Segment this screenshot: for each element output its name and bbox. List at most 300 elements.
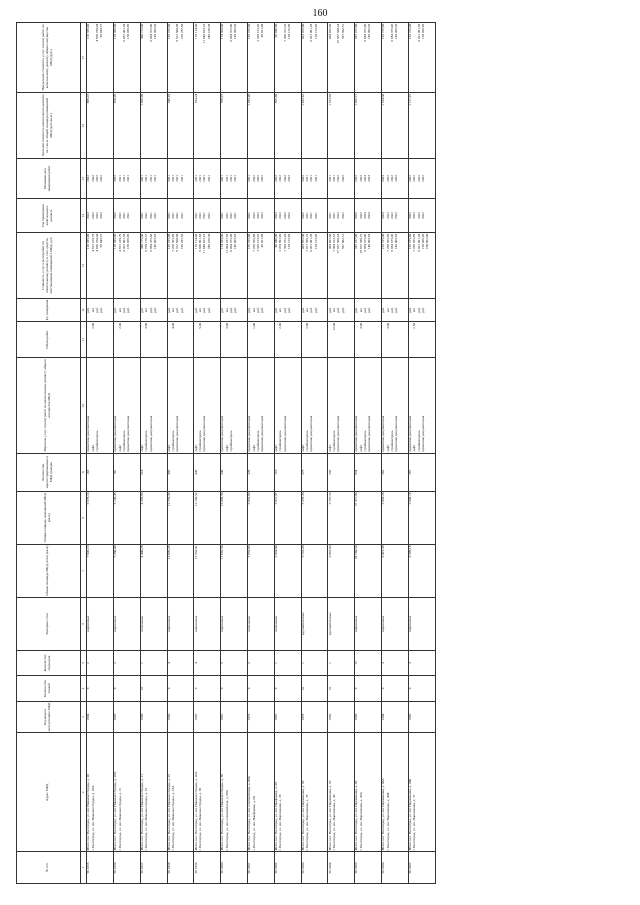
limit-value: 149 465,63 [152, 23, 157, 40]
limit-cell [381, 23, 408, 93]
units-cell [87, 298, 114, 321]
work-item: стройконтроль [95, 430, 100, 452]
cost-cell [408, 233, 435, 299]
floors: 9 [355, 676, 382, 701]
units-cell [408, 298, 435, 321]
repair-year-cell [140, 199, 167, 233]
floors: 9 [381, 676, 408, 701]
limit-cell [355, 23, 382, 93]
residents: 267 [408, 453, 435, 491]
plan-date: 2022 [95, 175, 100, 182]
repair-year: 2021 [175, 212, 180, 219]
unit-item: шт. [412, 307, 417, 313]
year-built: 1967 [274, 701, 301, 733]
volume-value [261, 323, 265, 356]
volume-value [288, 323, 292, 356]
limit-value: 6 451 491,38 [309, 23, 314, 42]
works-cell [408, 358, 435, 453]
plan-date: 2021 [206, 175, 211, 182]
unit-cost-cell: 1 285,48 [247, 93, 274, 159]
address-cell [87, 733, 114, 852]
work-item [288, 359, 292, 452]
entrances: 1 [301, 650, 328, 675]
volume-cell [274, 322, 301, 358]
work-item: проектная документация [202, 415, 207, 452]
limit-value: 6 984 375,06 [148, 23, 153, 42]
column-header: Год ввода в эксплуатацию МКД [17, 701, 81, 733]
address-cell [301, 733, 328, 852]
limit-value: 135 725,00 [166, 23, 171, 40]
cost-value: 7 269 565,69 [171, 233, 176, 252]
cost-value: 7 269 565,69 [412, 233, 417, 252]
unit-item: руб. [367, 307, 372, 313]
wall-material: кирпичные [87, 597, 114, 650]
limit-cell [247, 23, 274, 93]
area-total: 4 446,28 [140, 544, 167, 597]
unit-cost-cell: 1 171,91 [408, 93, 435, 159]
unit-item: руб. [99, 307, 104, 313]
address-line: Итого по г. Волгоград, ул. им. Пархоменко, д. 29 [300, 780, 305, 851]
cost-value: 180 862,00 [425, 233, 430, 250]
unit-item: руб. [229, 307, 234, 313]
volume-value: 5,00 [197, 322, 202, 329]
cost-value: 11 640 625,10 [202, 233, 207, 254]
residents: 229 [247, 453, 274, 491]
volume-value: 2,00 [90, 322, 95, 329]
unit-item: руб. [300, 307, 305, 313]
unit-item: шт. [144, 307, 149, 313]
repair-year: 2022 [260, 212, 265, 219]
table-row [194, 23, 221, 884]
column-header: Материал стен [17, 597, 81, 650]
unit-item: руб. [95, 307, 100, 313]
cost-cell [167, 233, 194, 299]
table-row [140, 23, 167, 884]
unit-item: руб. [233, 307, 238, 313]
plan-date: 2021 [233, 175, 238, 182]
unit-item: руб. [152, 307, 157, 313]
unit-item: руб. [193, 307, 198, 313]
plan-date: 2022 [358, 175, 363, 182]
table-row [167, 23, 194, 884]
unit-item: шт. [331, 307, 336, 313]
plan-date: 2022 [389, 175, 394, 182]
column-header: Стоимость услуг и (или) работ по капитальному ремонту в счет средств собственников помещений в МКД, руб. [17, 233, 81, 299]
work-item: стройконтроль [416, 430, 421, 452]
row-number: 56.1062. [274, 852, 301, 884]
row-number: 56.1063. [301, 852, 328, 884]
row-number: 56.1061. [247, 852, 274, 884]
address-cell [194, 733, 221, 852]
column-number: 16 [80, 93, 87, 159]
limit-value: 11 640 625,10 [202, 23, 207, 44]
works-cell [113, 358, 140, 453]
table-row [87, 23, 114, 884]
unit-item: руб. [260, 307, 265, 313]
column-header: Общая площадь помещений МКД (кв.м) [17, 491, 81, 544]
residents: 218 [140, 453, 167, 491]
limit-value: 158 155,99 [313, 23, 318, 40]
column-number: 10 [80, 358, 87, 453]
address-line: Итого по г. Волгоград, ул. им. Николая Отрады, д. 25 [166, 774, 171, 851]
plan-date: 2022 [282, 175, 287, 182]
works-cell [274, 358, 301, 453]
floors: 9 [408, 676, 435, 701]
address-line: г. Волгоград, ул. им. Пархоменко, д. 43А [358, 792, 363, 851]
plan-date: 2021 [202, 175, 207, 182]
limit-value: 135 725,00 [381, 23, 386, 40]
limit-value: 199 287,50 [179, 23, 184, 40]
unit-item: руб. [389, 307, 394, 313]
row-number: 56.1060. [221, 852, 248, 884]
area-rooms: 2 621,07 [274, 491, 301, 544]
table-row [113, 23, 140, 884]
limit-cell [328, 23, 355, 93]
volume-value [154, 323, 158, 356]
cost-value: 6 984 375,06 [363, 233, 368, 252]
table-row [355, 23, 382, 884]
unit-cost-cell: 1 425,81 [301, 93, 328, 159]
unit-item: руб. [416, 307, 421, 313]
volume-value: 2,00 [278, 322, 283, 329]
column-header: № п/п [17, 852, 81, 884]
cost-value: 174 503,00 [220, 233, 225, 250]
cost-value: 4 872 228,79 [117, 233, 122, 252]
limit-cell [221, 23, 248, 93]
residents: 543 [221, 453, 248, 491]
volume-value [208, 323, 212, 356]
plan-date: 2022 [113, 175, 118, 182]
cost-value: 149 465,63 [394, 233, 399, 250]
work-item: проектная документация [148, 415, 153, 452]
address-line: г. Волгоград, ул. им. Пархоменко, д. 35 [305, 794, 310, 851]
column-header: Адрес МКД [17, 733, 81, 852]
cost-value: 337 227,00 [354, 233, 359, 250]
unit-cost-cell: 1 164,30 [381, 93, 408, 159]
plan-date: 2022 [420, 175, 425, 182]
limit-value: 9 312 500,08 [175, 23, 180, 42]
plan-date: 2021 [148, 175, 153, 182]
unit-item: руб. [282, 307, 287, 313]
address-cell [113, 733, 140, 852]
unit-item: шт. [90, 307, 95, 313]
area-rooms: 5 993,28 [381, 491, 408, 544]
repair-year: 2022 [358, 212, 363, 219]
repair-year: 2022 [282, 212, 287, 219]
cost-value: 4 656 250,04 [95, 233, 100, 252]
entrances: 4 [167, 650, 194, 675]
address-cell [140, 733, 167, 852]
cost-value: 116 335,00 [86, 233, 91, 249]
cost-cell [274, 233, 301, 299]
work-item: стройконтроль [331, 430, 336, 452]
repair-year-cell [355, 199, 382, 233]
plan-date-cell [140, 158, 167, 198]
area-rooms: 4 265,93 [140, 491, 167, 544]
area-rooms: 5 130,45 [113, 491, 140, 544]
address-line: Итого по г. Волгоград, ул. им. Пархоменко, д. 43 [354, 780, 359, 851]
work-item: лифт [193, 444, 198, 452]
plan-date: 2023 [367, 175, 372, 182]
cost-value: 9 312 500,08 [175, 233, 180, 252]
limit-value: 49 821,88 [260, 23, 265, 38]
repair-year: 2023 [367, 212, 372, 219]
unit-item: шт. [171, 307, 176, 313]
area-rooms: 5 655,60 [247, 491, 274, 544]
plan-date: 2021 [309, 175, 314, 182]
limit-cell [87, 23, 114, 93]
work-item: проектная документация [420, 415, 425, 452]
area-rooms: 6 578,10 [87, 491, 114, 544]
wall-material: кирпичные [167, 597, 194, 650]
residents: 80 [113, 453, 140, 491]
unit-item: шт. [358, 307, 363, 313]
cost-value: 135 725,00 [408, 233, 413, 250]
cost-value: 155 114,00 [193, 233, 198, 249]
address-cell [408, 733, 435, 852]
cost-cell [194, 233, 221, 299]
wall-material: кирпичные [221, 597, 248, 650]
area-rooms: 5 797,70 [328, 491, 355, 544]
column-number: 7 [80, 544, 87, 597]
volume-value [127, 323, 131, 356]
repair-year: 2022 [394, 212, 399, 219]
area-total: 6 415,38 [381, 544, 408, 597]
cost-value: 28 872 589,75 [358, 233, 363, 254]
unit-item: шт. [224, 307, 229, 313]
unit-item: шт. [251, 307, 256, 313]
limit-cell [301, 23, 328, 93]
limit-value: 423 072,00 [300, 23, 305, 40]
unit-item: руб. [86, 307, 91, 313]
residents: 110 [274, 453, 301, 491]
limit-value: 6 457 401,58 [121, 23, 126, 42]
year-built: 1982 [167, 701, 194, 733]
units-cell [247, 298, 274, 321]
limit-cell [274, 23, 301, 93]
repair-year: 2022 [412, 212, 417, 219]
cost-value: 6 451 491,38 [416, 233, 421, 252]
volume-cell [301, 322, 328, 358]
volume-value: 3,00 [144, 322, 149, 329]
work-item: стройконтроль [305, 430, 310, 452]
work-item: проектная документация [126, 415, 131, 452]
address-line: Итого по г. Волгоград, ул. им. Николая Отрады, д. 21 [140, 774, 145, 851]
limit-value: 116 335,00 [86, 23, 91, 39]
year-built: 1979 [301, 701, 328, 733]
unit-item: руб. [206, 307, 211, 313]
work-item: стройконтроль [278, 430, 283, 452]
residents: 202 [328, 453, 355, 491]
repair-year: 2021 [331, 212, 336, 219]
repair-year: 2022 [408, 212, 413, 219]
repair-year: 2022 [113, 212, 118, 219]
column-number: 9 [80, 453, 87, 491]
cost-value: 7 269 565,69 [385, 233, 390, 252]
plan-date: 2021 [126, 175, 131, 182]
cost-value: 6 451 491,38 [309, 233, 314, 252]
repair-year: 2021 [166, 212, 171, 219]
unit-cost-cell: 1 022,71 [355, 93, 382, 159]
work-item: проектная документация [381, 415, 386, 452]
limit-value: 138 059,99 [126, 23, 131, 40]
work-item: лифт [300, 444, 305, 452]
plan-date: 2022 [99, 175, 104, 182]
floors: 9 [221, 676, 248, 701]
column-number: 3 [80, 701, 87, 733]
limit-cell [194, 23, 221, 93]
cost-value: 149 465,63 [152, 233, 157, 250]
limit-value: 6 984 375,06 [389, 23, 394, 42]
cost-value: 135 725,00 [381, 233, 386, 250]
unit-item: руб. [309, 307, 314, 313]
volume-cell [328, 322, 355, 358]
plan-date: 2021 [179, 175, 184, 182]
limit-value: 149 465,63 [394, 23, 399, 40]
column-header: Ед. измерения [17, 298, 81, 321]
table-body [87, 23, 435, 884]
address-line: г. Волгоград, ул. им. Олимпийская, д. 60А [224, 789, 229, 851]
volume-cell [167, 322, 194, 358]
works-cell [247, 358, 274, 453]
volume-value [181, 323, 185, 356]
repair-year-cell [87, 199, 114, 233]
entrances: 3 [381, 650, 408, 675]
wall-material: панельные [140, 597, 167, 650]
limit-value: 158 155,99 [286, 23, 291, 40]
plan-date: 2021 [166, 175, 171, 182]
work-item: проектная документация [354, 415, 359, 452]
table-row [301, 23, 328, 884]
plan-date-cell [87, 158, 114, 198]
cost-cell [221, 233, 248, 299]
plan-date-cell [381, 158, 408, 198]
residents: 385 [167, 453, 194, 491]
floors: 9 [167, 676, 194, 701]
address-line: Итого по г. Волгоград, ул. им. Николая Отрады, д. 26А [193, 771, 198, 851]
repair-year: 2022 [274, 212, 279, 219]
area-rooms: 12 770,30 [167, 491, 194, 544]
volume-value [315, 323, 319, 356]
unit-item: руб. [202, 307, 207, 313]
cost-value: 12 064 237,63 [224, 233, 229, 254]
address-line: г. Волгоград, ул. им. Николая Отрады, д. 36 [197, 787, 202, 851]
area-rooms: 5 948,18 [408, 491, 435, 544]
limit-value: 337 227,00 [354, 23, 359, 40]
column-number: 17 [80, 23, 87, 93]
floors: 9 [247, 676, 274, 701]
area-rooms: 5 579,20 [301, 491, 328, 544]
cost-cell [355, 233, 382, 299]
column-header: Год проведения капитального ремонта [17, 199, 81, 233]
plan-date: 2021 [144, 175, 149, 182]
unit-item: шт. [278, 307, 283, 313]
address-line: г. Волгоград, ул. им. Пархоменко, д. 57 [412, 794, 417, 851]
column-header: Количество подъездов [17, 650, 81, 675]
volume-cell [87, 322, 114, 358]
limit-value: 6 984 375,06 [363, 23, 368, 42]
header-row [17, 23, 81, 884]
column-number: 12 [80, 298, 87, 321]
plan-date-cell [221, 158, 248, 198]
column-number: 13 [80, 233, 87, 299]
limit-cell [140, 23, 167, 93]
floors: 9 [113, 676, 140, 701]
volume-value [234, 323, 238, 356]
plan-date: 2021 [331, 175, 336, 182]
repair-year: 2021 [117, 212, 122, 219]
repair-year: 2022 [255, 212, 260, 219]
volume-value: 12,00 [331, 322, 336, 331]
repair-year: 2022 [99, 212, 104, 219]
unit-item: руб. [313, 307, 318, 313]
plan-date: 2022 [354, 175, 359, 182]
floors: 16 [140, 676, 167, 701]
cost-value: 96 946,00 [274, 233, 279, 248]
limit-value: 2 328 125,02 [255, 23, 260, 42]
work-item: проектная документация [175, 415, 180, 452]
cost-value: 199 287,50 [179, 233, 184, 250]
repair-year: 2022 [278, 212, 283, 219]
cost-cell [301, 233, 328, 299]
repair-year-cell [247, 199, 274, 233]
plan-date: 2023 [363, 175, 368, 182]
limit-value: 7 390 372,20 [282, 23, 287, 42]
cost-value: 158 155,99 [286, 233, 291, 250]
address-line: Итого по г. Волгоград, ул. им. Пархоменко, д. 43Б [408, 778, 413, 851]
repair-year: 2021 [179, 212, 184, 219]
unit-cost-cell: 868,23 [87, 93, 114, 159]
column-header: Количество зарегистрированных в МКД граждан [17, 453, 81, 491]
address-line: Итого по г. Волгоград, ул. им. Пархоменко, д. 35 [327, 780, 332, 851]
volume-value [342, 323, 346, 356]
plan-date: 2022 [300, 175, 305, 182]
plan-date-cell [408, 158, 435, 198]
volume-cell [221, 322, 248, 358]
entrances: 2 [113, 650, 140, 675]
units-cell [194, 298, 221, 321]
repair-year-cell [328, 199, 355, 233]
unit-item: руб. [166, 307, 171, 313]
plan-date: 2022 [255, 175, 260, 182]
repair-year-cell [381, 199, 408, 233]
floors: 9 [274, 676, 301, 701]
year-built: 1981 [221, 701, 248, 733]
volume-value [422, 323, 426, 356]
volume-cell [113, 322, 140, 358]
entrances: 5 [221, 650, 248, 675]
work-item: лифт [274, 444, 279, 452]
units-cell [140, 298, 167, 321]
works-cell [381, 358, 408, 453]
work-item [234, 359, 238, 452]
area-total: 5 280,40 [113, 544, 140, 597]
wall-material: панельные [274, 597, 301, 650]
repair-year: 2022 [420, 212, 425, 219]
works-cell [167, 358, 194, 453]
volume-value: 3,00 [224, 322, 229, 329]
volume-cell [140, 322, 167, 358]
plan-date-cell [301, 158, 328, 198]
plan-date: 2021 [313, 175, 318, 182]
plan-date-cell [274, 158, 301, 198]
repair-year: 2022 [286, 212, 291, 219]
unit-item: руб. [113, 307, 118, 313]
row-number: 56.1067. [408, 852, 435, 884]
unit-item: шт. [305, 307, 310, 313]
unit-cost-cell: 870,26 [113, 93, 140, 159]
repair-year: 2022 [385, 212, 390, 219]
